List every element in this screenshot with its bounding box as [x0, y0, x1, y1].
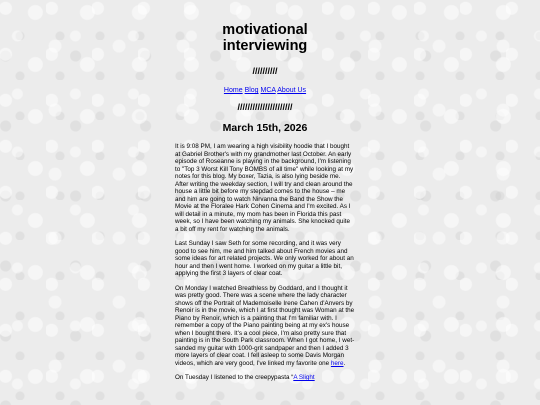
site-title-line-1: motivational — [222, 22, 308, 38]
nav-link-blog[interactable]: Blog — [244, 87, 259, 94]
main-nav — [175, 87, 355, 94]
decorative-slashes-top: ////////// — [252, 66, 278, 76]
post-paragraph-3-text: On Monday I watched Breathless by Goddard, and I thought it was pretty good. There was a scene where the lady character shows off the Portrait of Mademoiselle Irene Cahen d'Anvers by Renoir is in the movie, which I at first thought was Woman at the Piano by Renoir, which is a painting that I'm familiar with. I remember a copy of the Piano painting being at my ex's house when I bought there. It's a cool piece, I'm also pretty sure that painting is in the South Park classroom. When I got home, I wet-sanded my guitar with 1000-grit sandpaper and then I added 3 more layers of clear coat. I fell asleep to some Davis Morgan videos, which are very good, I've linked my favorite one — [175, 284, 355, 367]
post-paragraph-4-text: On Tuesday I listened to the creepypasta “ — [175, 374, 294, 381]
decorative-slashes-bottom: ////////////////////// — [237, 102, 293, 112]
creepypasta-link[interactable]: A Slight — [293, 374, 315, 381]
post-body — [175, 143, 355, 382]
post-paragraph-4 — [175, 374, 355, 382]
post-date: March 15th, 2026 — [222, 122, 308, 134]
nav-link-mca[interactable]: MCA — [260, 87, 276, 94]
post-paragraph-3 — [175, 285, 355, 368]
nav-link-home[interactable]: Home — [223, 87, 243, 94]
video-link-here[interactable]: here — [330, 359, 344, 367]
nav-link-about[interactable]: About Us — [277, 87, 307, 94]
page-content — [175, 0, 355, 382]
site-title-line-2: interviewing — [222, 38, 308, 54]
post-paragraph-2: Last Sunday I saw Seth for some recording, and it was very good to see him, me and him talked about French movies and some ideas for art related projects. We only worked for about an hour and then I went home. I worked on my guitar a little bit, applying the first 3 layers of clear coat. — [175, 240, 354, 277]
site-title — [175, 22, 355, 54]
post-paragraph-1: It is 9:08 PM, I am wearing a high visibility hoodie that I bought at Gabriel Brother's with my grandmother last October. An early episode of Roseanne is playing in the background, I'm listening to "Top 3 Worst Kill Tony BOMBS of all time" while looking at my notes for this blog. My boxer, Tazia, is also lying beside me. After writing the weekday section, I will try and clean around the house a little bit before my stepdad comes to the house – me and him are going to watch Nirvanna the Band the Show the Movie at the Floralee Hark Cohen Cinema and I'm excited. As I will detail in a minute, my mom has been in Florida this past week, so I have been watching my animals. She knocked quite a bit off my rent for watching the animals. — [175, 143, 354, 233]
post-paragraph-3-end: . — [343, 359, 346, 367]
